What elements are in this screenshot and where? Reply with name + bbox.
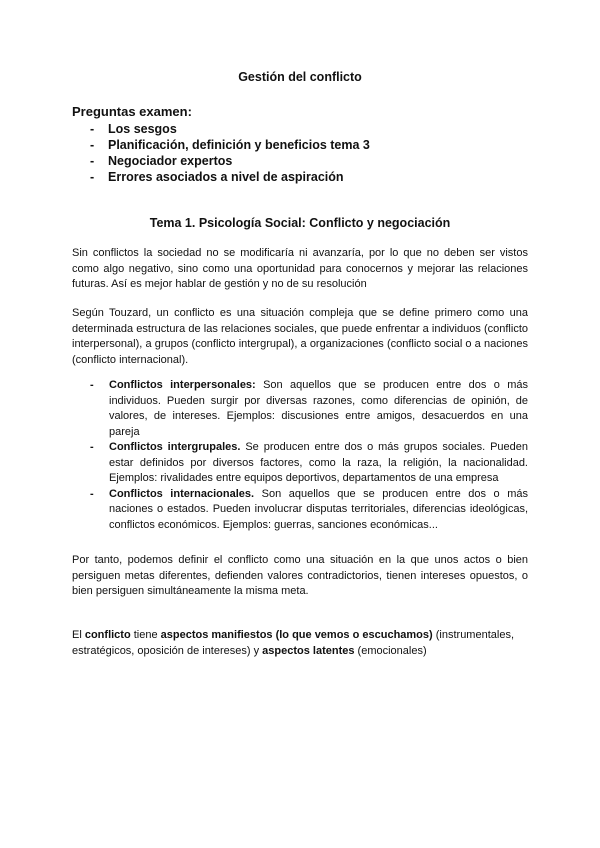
paragraph-touzard: Según Touzard, un conflicto es una situación compleja que se define primero como una determinada estructura de las relaciones sociales, que puede enfrentar a individuos (conflicto interpersonal), a grupos (conflicto intergrupal), a organizaciones (conflicto social o a naciones (conflicto internacional). xyxy=(72,307,528,366)
exam-questions-heading: Preguntas examen: xyxy=(72,104,192,119)
text-run: El xyxy=(72,629,85,641)
document-title: Gestión del conflicto xyxy=(238,70,362,84)
term-description: Se producen entre dos o más grupos sociales. Pueden estar definidos por diversos factores, como la raza, la religión, la nacionalidad. Ejemplos: rivalidades entre equipos deportivos, departamentos de una empresa xyxy=(109,441,528,484)
list-item xyxy=(90,487,528,534)
section-title: Tema 1. Psicología Social: Conflicto y negociación xyxy=(149,216,451,230)
list-item: - Errores asociados a nivel de aspiración xyxy=(88,169,370,185)
paragraph-intro: Sin conflictos la sociedad no se modificaría ni avanzaría, por lo que no deben ser vistos como algo negativo, sino como una oportunidad para conocernos y mejorar las relaciones futuras. Así es mejor hablar de gestión y no de su resolución xyxy=(72,247,528,290)
list-item xyxy=(90,378,528,440)
term-description: Son aquellos que se producen entre dos o más individuos. Pueden surgir por diversas razones, como diferencias de opinión, de valores, de intereses. Ejemplos: discusiones entre amigos, desacuerdos en una pareja xyxy=(109,379,528,438)
text-run: tiene xyxy=(130,629,161,641)
list-item: - Planificación, definición y beneficios tema 3 xyxy=(88,137,370,153)
list-item: - Negociador expertos xyxy=(88,153,370,169)
term-label: Conflictos intergrupales. xyxy=(109,441,241,453)
bold-run: aspectos manifiestos (lo que vemos o escuchamos) xyxy=(160,629,433,641)
conflict-types-list xyxy=(90,378,528,533)
paragraph-definition: Por tanto, podemos definir el conflicto como una situación en la que unos actos o bien persiguen metas diferentes, defienden valores contradictorios, tienen intereses opuestos, o bien persiguen simultáneamente la misma meta. xyxy=(72,554,528,597)
term-description: Son aquellos que se producen entre dos o más naciones o estados. Pueden involucrar disputas territoriales, diferencias ideológicas, conflictos económicos. Ejemplos: guerras, sanciones económicas... xyxy=(109,487,528,531)
term-label: Conflictos internacionales. xyxy=(109,487,255,500)
exam-questions-list xyxy=(88,121,370,185)
term-label: Conflictos interpersonales: xyxy=(109,379,256,391)
text-run: (emocionales) xyxy=(354,644,427,657)
bold-run: aspectos latentes xyxy=(262,644,355,657)
list-item: - Los sesgos xyxy=(88,121,370,137)
text-run: (instrumentales, estratégicos, oposición de intereses) y xyxy=(72,629,514,657)
paragraph-aspects xyxy=(72,628,528,659)
list-item xyxy=(90,440,528,487)
bold-run: conflicto xyxy=(84,629,131,641)
